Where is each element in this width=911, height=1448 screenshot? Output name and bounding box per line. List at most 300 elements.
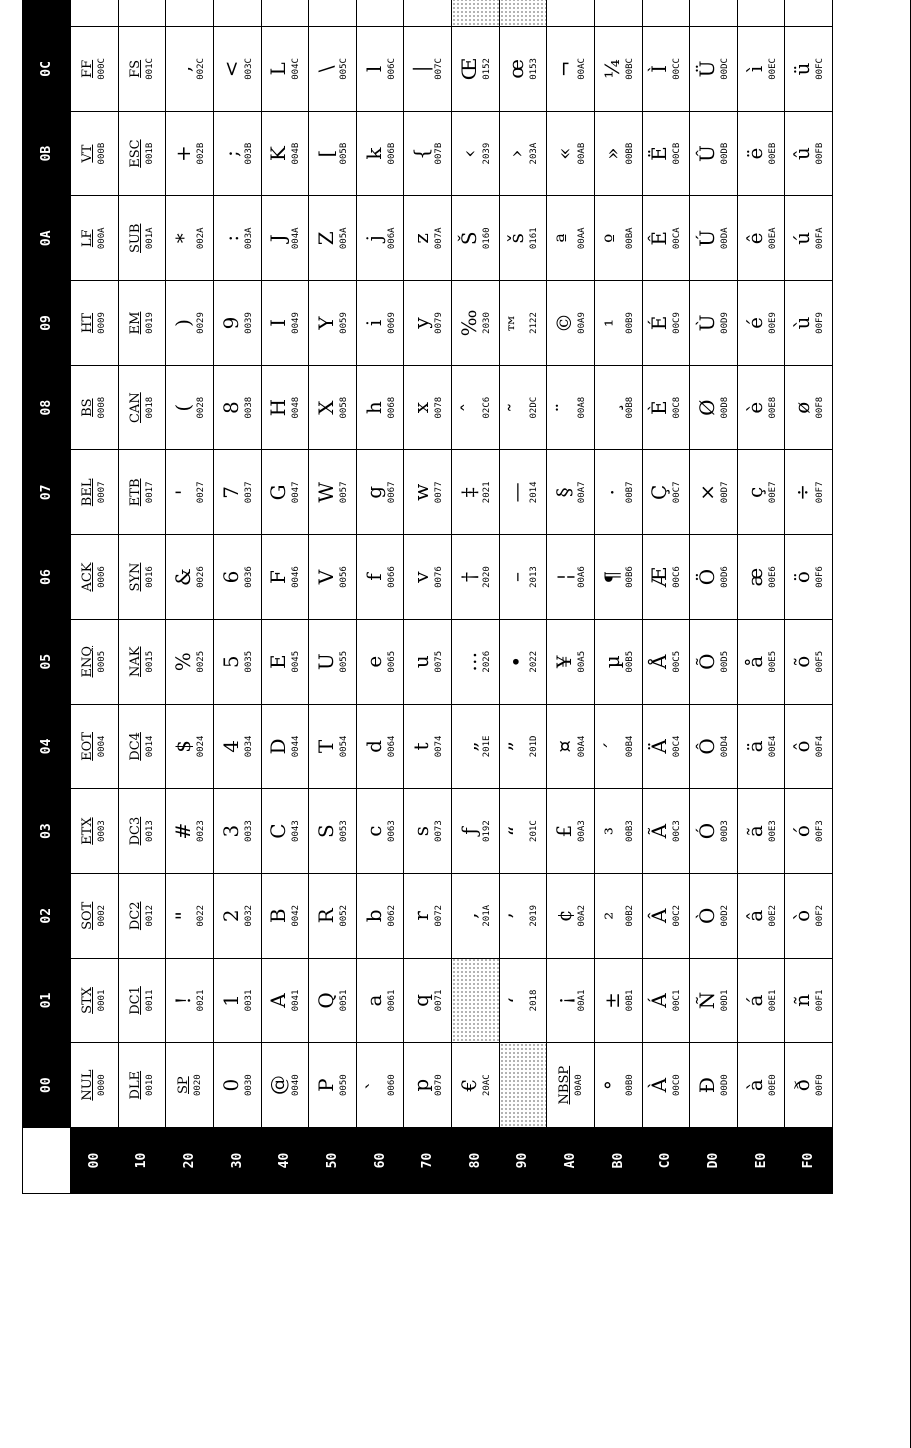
char-code: 00C8: [672, 396, 683, 419]
char-code: 0071: [434, 989, 445, 1012]
char-code: 005A: [338, 227, 349, 250]
char-cell: [262, 788, 310, 873]
char-cell: [500, 365, 548, 450]
char-glyph: v: [409, 571, 434, 583]
char-code: 0001: [97, 989, 108, 1012]
char-glyph: ': [171, 489, 196, 496]
char-code: 201E: [481, 735, 492, 758]
char-code: 005B: [338, 142, 349, 165]
char-glyph: |: [409, 65, 434, 73]
char-code: 0000: [97, 1074, 108, 1096]
char-glyph: º: [599, 233, 624, 243]
char-code: 00F8: [815, 396, 826, 419]
char-code: 00B8: [624, 396, 635, 419]
char-cell: [500, 26, 548, 111]
char-code: 00B2: [624, 904, 635, 927]
char-cell: [214, 111, 262, 196]
undefined-cell: [500, 1042, 548, 1127]
char-cell: [357, 280, 405, 365]
column-header: 00: [23, 1042, 71, 1127]
char-code: 0070: [434, 1074, 445, 1096]
char-cell: [595, 195, 643, 280]
char-glyph: Y: [313, 316, 338, 330]
char-code: 00CC: [672, 58, 683, 80]
char-glyph: E: [266, 654, 291, 670]
char-glyph: &: [171, 568, 196, 586]
char-code: 0002: [97, 904, 108, 927]
char-cell: [214, 280, 262, 365]
char-glyph: ¡: [552, 996, 577, 1005]
char-code: 0046: [291, 566, 302, 588]
char-cell: [547, 111, 595, 196]
char-glyph: Z: [313, 231, 338, 246]
char-glyph: ;: [218, 150, 243, 157]
char-glyph: Ô: [694, 738, 719, 755]
char-cell: [404, 534, 452, 619]
char-code: 0073: [434, 820, 445, 842]
char-glyph: BS: [80, 398, 96, 417]
char-cell: [404, 450, 452, 535]
char-code: 0010: [144, 1074, 155, 1096]
char-code: 007A: [434, 227, 445, 250]
char-code: 0016: [144, 566, 155, 588]
char-cell: [71, 195, 119, 280]
char-cell: [357, 1042, 405, 1127]
char-glyph: J: [266, 234, 291, 243]
char-cell: [309, 26, 357, 111]
char-glyph: 3: [218, 824, 243, 838]
char-code: 000B: [97, 142, 108, 165]
char-code: 00DB: [719, 142, 730, 165]
char-code: 00E7: [767, 481, 778, 504]
char-cell: [119, 788, 167, 873]
char-glyph: ¹: [599, 318, 624, 327]
char-cell: [166, 111, 214, 196]
char-code: 0066: [386, 566, 397, 588]
char-glyph: ESC: [127, 139, 143, 168]
char-code: 00E6: [767, 566, 778, 588]
char-glyph: è: [742, 401, 767, 414]
char-code: 0003: [97, 820, 108, 842]
char-code: 0032: [243, 904, 254, 927]
char-glyph: ö: [790, 571, 815, 584]
char-code: 00B3: [624, 820, 635, 842]
char-code: 003A: [243, 227, 254, 250]
char-glyph: NUL: [80, 1069, 96, 1101]
char-glyph: 7: [218, 485, 243, 499]
char-cell: [166, 788, 214, 873]
char-glyph: ú: [790, 231, 815, 245]
char-cell: [595, 26, 643, 111]
char-code: 00B4: [624, 735, 635, 758]
char-cell: [738, 958, 786, 1043]
char-code: 00AA: [577, 227, 588, 250]
char-cell: [547, 195, 595, 280]
char-code: 00E1: [767, 989, 778, 1012]
char-cell: [71, 0, 119, 26]
char-cell: [71, 958, 119, 1043]
char-glyph: 4: [218, 740, 243, 753]
char-glyph: Ã: [647, 823, 672, 839]
char-cell: [166, 195, 214, 280]
char-glyph: FF: [80, 59, 96, 78]
char-code: 0058: [338, 396, 349, 419]
char-glyph: FS: [127, 59, 143, 78]
char-glyph: „: [456, 741, 481, 752]
char-code: 0035: [243, 650, 254, 673]
char-cell: [214, 0, 262, 26]
char-cell: [262, 365, 310, 450]
char-glyph: é: [742, 317, 767, 329]
char-cell: [738, 788, 786, 873]
char-glyph: DC2: [127, 901, 143, 931]
char-code: 0160: [481, 227, 492, 250]
char-code: 00DA: [719, 227, 730, 250]
char-cell: [785, 111, 833, 196]
char-glyph: w: [409, 483, 434, 501]
char-cell: [785, 365, 833, 450]
char-cell: [452, 365, 500, 450]
char-cell: [452, 873, 500, 958]
char-code: 0060: [386, 1074, 397, 1096]
char-cell: [690, 873, 738, 958]
char-code: 00FA: [815, 227, 826, 250]
char-cell: [690, 26, 738, 111]
column-header: 05: [23, 619, 71, 704]
char-cell: [166, 619, 214, 704]
char-code: 2030: [481, 312, 492, 334]
char-glyph: 1: [218, 994, 243, 1007]
column-header: 04: [23, 704, 71, 789]
char-glyph: ˆ: [456, 402, 481, 413]
char-glyph: BEL: [80, 478, 96, 507]
char-cell: [357, 111, 405, 196]
char-cell: [595, 958, 643, 1043]
char-glyph: #: [171, 822, 196, 840]
char-glyph: £: [552, 824, 577, 838]
char-glyph: ì: [742, 65, 767, 73]
char-cell: [71, 111, 119, 196]
char-glyph: LF: [80, 229, 96, 248]
char-code: 201A: [481, 904, 492, 927]
char-code: 001C: [144, 58, 155, 80]
char-code: 00E8: [767, 396, 778, 419]
char-cell: [785, 280, 833, 365]
char-glyph: ´: [599, 741, 624, 752]
char-glyph: ©: [552, 312, 577, 333]
char-code: 00BB: [624, 142, 635, 165]
char-code: 00F7: [815, 481, 826, 504]
char-cell: [119, 450, 167, 535]
row-header: 20: [166, 1127, 214, 1193]
char-glyph: C: [266, 823, 291, 839]
char-code: 00F6: [815, 566, 826, 588]
char-cell: [500, 450, 548, 535]
char-code: 0062: [386, 904, 397, 927]
char-cell: [214, 26, 262, 111]
char-cell: [785, 26, 833, 111]
char-glyph: É: [647, 315, 672, 331]
char-glyph: B: [266, 908, 291, 924]
char-code: 0153: [529, 58, 540, 80]
char-code: 004A: [291, 227, 302, 250]
char-glyph: Å: [647, 654, 672, 669]
char-code: 004C: [291, 58, 302, 80]
char-cell: [214, 534, 262, 619]
char-cell: [643, 534, 691, 619]
char-cell: [262, 619, 310, 704]
char-code: 00A6: [577, 566, 588, 588]
char-code: 004B: [291, 142, 302, 165]
char-glyph: SUB: [127, 223, 143, 253]
char-glyph: ,: [171, 65, 196, 73]
char-glyph: 6: [218, 570, 243, 584]
char-glyph: I: [266, 319, 291, 327]
char-cell: [357, 619, 405, 704]
char-cell: [500, 280, 548, 365]
char-cell: [214, 704, 262, 789]
char-code: 2039: [481, 142, 492, 165]
char-glyph: ‰: [456, 309, 481, 337]
char-code: 0056: [338, 566, 349, 588]
char-code: 00BA: [624, 227, 635, 250]
char-code: 0027: [196, 481, 207, 504]
row-header: 00: [71, 1127, 119, 1193]
char-cell: [785, 534, 833, 619]
char-glyph: Ê: [647, 230, 672, 246]
char-cell: [166, 534, 214, 619]
char-code: 2022: [529, 650, 540, 673]
char-code: 000A: [97, 227, 108, 250]
char-cell: [500, 873, 548, 958]
char-cell: [309, 0, 357, 26]
column-header: 07: [23, 450, 71, 535]
column-header: 09: [23, 280, 71, 365]
char-code: 00F2: [815, 904, 826, 927]
char-cell: [166, 0, 214, 26]
char-code: 00D0: [719, 1074, 730, 1096]
char-glyph: (: [171, 403, 196, 412]
char-glyph: ²: [599, 911, 624, 920]
char-cell: [357, 534, 405, 619]
char-code: 0004: [97, 735, 108, 758]
char-glyph: 9: [218, 316, 243, 330]
char-cell: [690, 704, 738, 789]
char-cell: [785, 704, 833, 789]
char-glyph: •: [504, 655, 529, 668]
char-glyph: ü: [790, 62, 815, 76]
char-glyph: ¥: [552, 655, 577, 669]
char-cell: [547, 619, 595, 704]
char-code: 0041: [291, 989, 302, 1012]
char-cell: [262, 534, 310, 619]
char-code: 00E9: [767, 312, 778, 334]
char-code: 0017: [144, 481, 155, 504]
char-code: 0050: [338, 1074, 349, 1096]
char-code: 00A4: [577, 735, 588, 758]
char-glyph: DC4: [127, 732, 143, 761]
char-code: 203A: [529, 142, 540, 165]
char-code: 0014: [144, 735, 155, 758]
char-cell: [357, 788, 405, 873]
char-cell: [357, 958, 405, 1043]
char-glyph: !: [171, 996, 196, 1005]
char-glyph: Õ: [694, 653, 719, 670]
char-cell: [357, 873, 405, 958]
char-cell: [404, 873, 452, 958]
char-code: 0030: [243, 1074, 254, 1096]
char-code: 00BC: [624, 58, 635, 80]
char-glyph: NAK: [127, 646, 143, 677]
row-header: 60: [357, 1127, 405, 1193]
char-code: 00D5: [719, 650, 730, 673]
char-cell: [785, 873, 833, 958]
char-glyph: r: [409, 911, 434, 921]
char-glyph: ñ: [790, 994, 815, 1007]
char-glyph: œ: [504, 59, 529, 79]
char-code: 002B: [196, 142, 207, 165]
char-glyph: \: [313, 65, 338, 73]
char-glyph: æ: [742, 567, 767, 587]
char-code: 00F4: [815, 735, 826, 758]
char-code: 0033: [243, 820, 254, 842]
char-cell: [595, 280, 643, 365]
char-cell: [119, 704, 167, 789]
char-code: 0077: [434, 481, 445, 504]
column-header: 08: [23, 365, 71, 450]
char-cell: [500, 619, 548, 704]
char-cell: [262, 26, 310, 111]
char-code: 00C2: [672, 904, 683, 927]
char-code: 0028: [196, 396, 207, 419]
char-code: 00C1: [672, 989, 683, 1012]
char-cell: [404, 704, 452, 789]
char-code: 00E3: [767, 820, 778, 842]
char-glyph: ¬: [552, 60, 577, 78]
char-cell: [166, 704, 214, 789]
char-cell: [738, 450, 786, 535]
char-glyph: ): [171, 319, 196, 327]
char-glyph: NBSP: [556, 1065, 572, 1105]
char-glyph: ª: [552, 233, 577, 244]
char-glyph: 8: [218, 401, 243, 415]
char-glyph: Ø: [694, 399, 719, 416]
char-glyph: :: [218, 234, 243, 242]
char-glyph: †: [456, 572, 481, 583]
char-cell: [738, 534, 786, 619]
char-code: 0053: [338, 820, 349, 842]
char-code: 006A: [386, 227, 397, 250]
char-code: 00CA: [672, 227, 683, 250]
row-header: E0: [738, 1127, 786, 1193]
char-code: 00A5: [577, 650, 588, 673]
char-cell: [785, 958, 833, 1043]
char-code: 0018: [144, 396, 155, 419]
char-cell: [643, 788, 691, 873]
char-code: 00B7: [624, 481, 635, 504]
char-cell: [595, 1042, 643, 1127]
char-code: 00B9: [624, 312, 635, 334]
char-cell: [404, 195, 452, 280]
char-cell: [595, 365, 643, 450]
char-cell: [404, 365, 452, 450]
char-code: 0013: [144, 820, 155, 842]
char-code: 0052: [338, 904, 349, 927]
char-cell: [404, 958, 452, 1043]
char-code: 0057: [338, 481, 349, 504]
char-code: 00C5: [672, 650, 683, 673]
row-header: 10: [119, 1127, 167, 1193]
char-cell: [643, 365, 691, 450]
char-cell: [309, 873, 357, 958]
char-cell: [262, 1042, 310, 1127]
char-code: 00E0: [767, 1074, 778, 1096]
char-code: 007C: [434, 58, 445, 80]
char-cell: [547, 873, 595, 958]
char-cell: [595, 873, 643, 958]
char-cell: [309, 704, 357, 789]
char-glyph: W: [313, 482, 338, 503]
char-glyph: DC3: [127, 816, 143, 846]
char-glyph: «: [552, 147, 577, 160]
char-cell: [214, 195, 262, 280]
char-code: 0023: [196, 820, 207, 842]
table-corner: [23, 1127, 71, 1193]
char-cell: [738, 619, 786, 704]
char-glyph: SOT: [80, 901, 96, 930]
char-glyph: VT: [80, 144, 96, 163]
char-glyph: ›: [504, 149, 529, 158]
char-code: 00B5: [624, 650, 635, 673]
char-cell: [214, 365, 262, 450]
char-code: 00E2: [767, 904, 778, 927]
char-glyph: V: [313, 569, 338, 585]
char-cell: [71, 1042, 119, 1127]
char-glyph: ™: [504, 312, 529, 333]
char-cell: [643, 958, 691, 1043]
char-cell: [214, 788, 262, 873]
char-code: 2026: [481, 650, 492, 673]
char-glyph: Ù: [694, 314, 719, 332]
char-glyph: ê: [742, 232, 767, 245]
char-code: 0044: [291, 735, 302, 758]
char-glyph: Û: [694, 145, 719, 163]
char-glyph: [: [313, 149, 338, 158]
char-code: 0038: [243, 396, 254, 419]
char-glyph: f: [361, 573, 386, 581]
char-cell: [452, 111, 500, 196]
char-cell: [643, 111, 691, 196]
char-glyph: õ: [790, 655, 815, 668]
char-cell: [71, 365, 119, 450]
char-cell: [166, 1042, 214, 1127]
char-glyph: ·: [599, 489, 624, 496]
char-glyph: Ë: [647, 146, 672, 161]
char-glyph: ”: [504, 741, 529, 752]
char-glyph: %: [171, 652, 196, 672]
char-code: 00B1: [624, 989, 635, 1012]
char-code: 00B0: [624, 1074, 635, 1096]
char-cell: [738, 195, 786, 280]
char-cell: [547, 26, 595, 111]
char-cell: [357, 0, 405, 26]
char-cell: [643, 1042, 691, 1127]
char-cell: [500, 958, 548, 1043]
char-code: 0029: [196, 312, 207, 334]
char-cell: [262, 195, 310, 280]
char-code: 0061: [386, 989, 397, 1012]
char-code: 2020: [481, 566, 492, 588]
